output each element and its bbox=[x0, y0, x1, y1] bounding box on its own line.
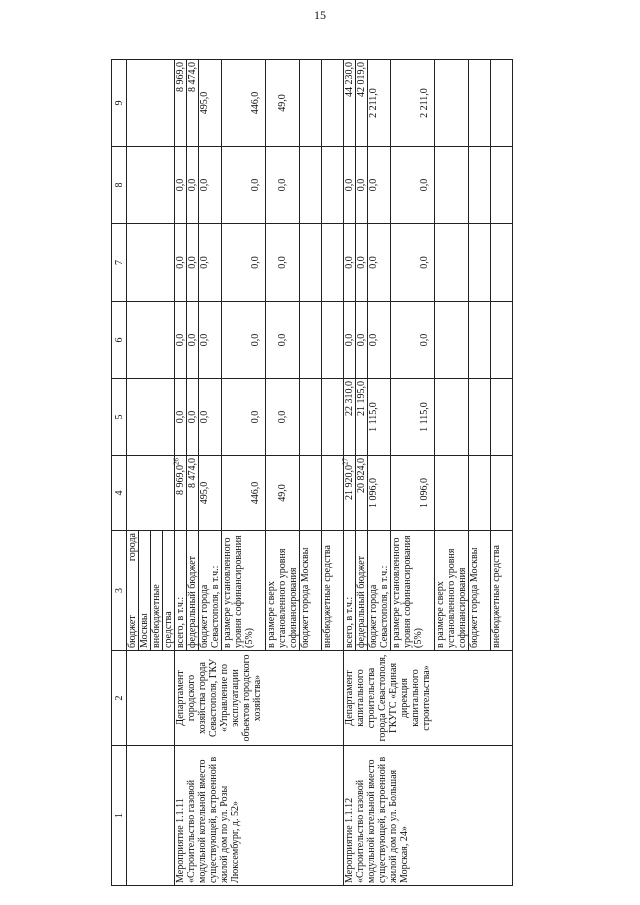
source-label: бюджет города Москвы bbox=[300, 531, 322, 651]
value-cell: 0,0 bbox=[344, 302, 356, 379]
source-label: в размере установленного уровня софинансирования (5%) bbox=[222, 531, 266, 651]
value-cell: 21 195,0 bbox=[356, 379, 368, 456]
value-cell bbox=[491, 60, 513, 147]
value-cell: 0,0 bbox=[187, 302, 199, 379]
value-cell bbox=[469, 302, 491, 379]
measure-executor: Департамент капитального строительства города Севастополя, ГКУГС «Единая дирекция капитального строительства» bbox=[344, 651, 513, 746]
budget-table bbox=[111, 59, 513, 886]
table-row bbox=[127, 60, 139, 886]
header-cell: 9 bbox=[112, 60, 127, 147]
value-cell: 0,0 bbox=[222, 147, 266, 224]
header-cell: 3 bbox=[112, 531, 127, 651]
value-cell: 0,0 bbox=[266, 379, 300, 456]
value-cell bbox=[127, 60, 175, 147]
source-label: в размере сверх установленного уровня софинансирования bbox=[435, 531, 469, 651]
value-cell: 8 474,0 bbox=[187, 456, 199, 531]
value-cell: 0,0 bbox=[368, 147, 391, 224]
source-label: внебюджетные bbox=[151, 531, 163, 651]
value-cell: 1 096,0 bbox=[391, 456, 435, 531]
value-cell: 1 096,0 bbox=[368, 456, 391, 531]
value-cell: 0,0 bbox=[199, 224, 222, 302]
value-cell: 20 824,0 bbox=[356, 456, 368, 531]
value-cell: 0,0 bbox=[356, 302, 368, 379]
value-cell: 0,0 bbox=[222, 379, 266, 456]
source-label: федеральный бюджет bbox=[187, 531, 199, 651]
value-cell bbox=[300, 379, 322, 456]
value-cell: 8 474,0 bbox=[187, 60, 199, 147]
value-cell: 495,0 bbox=[199, 60, 222, 147]
value-cell: 0,0 bbox=[356, 224, 368, 302]
value-cell bbox=[322, 379, 344, 456]
source-label: внебюджетные средства bbox=[322, 531, 344, 651]
value-cell: 44 230,0 bbox=[344, 60, 356, 147]
measure-name: Мероприятие 1.1.12 «Строительство газовой модульной котельной вместо существующей, встроенной в жилой дом по ул. Большая Морская, 24» bbox=[344, 746, 513, 886]
empty-cell bbox=[127, 651, 175, 746]
value-cell: 446,0 bbox=[222, 456, 266, 531]
value-cell: 0,0 bbox=[199, 147, 222, 224]
value-cell bbox=[435, 224, 469, 302]
source-label: всего, в т.ч.: bbox=[344, 531, 356, 651]
source-label: Москвы bbox=[139, 531, 151, 651]
table-row bbox=[344, 60, 356, 886]
source-label: бюджет города Москвы bbox=[469, 531, 491, 651]
value-cell bbox=[491, 147, 513, 224]
value-cell bbox=[322, 60, 344, 147]
value-cell: 1 115,0 bbox=[391, 379, 435, 456]
value-cell bbox=[300, 60, 322, 147]
value-cell bbox=[469, 224, 491, 302]
value-cell: 49,0 bbox=[266, 60, 300, 147]
value-cell: 0,0 bbox=[175, 224, 187, 302]
value-cell bbox=[127, 302, 175, 379]
value-cell: 0,0 bbox=[344, 147, 356, 224]
value-cell: 0,0 bbox=[391, 147, 435, 224]
value-cell: 0,0 bbox=[222, 302, 266, 379]
value-cell bbox=[469, 147, 491, 224]
value-cell bbox=[322, 224, 344, 302]
source-label: в размере установленного уровня софинансирования (5%) bbox=[391, 531, 435, 651]
value-cell: 0,0 bbox=[199, 379, 222, 456]
page-number: 15 bbox=[314, 8, 326, 22]
header-cell: 7 bbox=[112, 224, 127, 302]
source-label: бюджет города Севастополя, в т.ч.: bbox=[368, 531, 391, 651]
value-cell: 0,0 bbox=[368, 302, 391, 379]
value-cell: 0,0 bbox=[266, 224, 300, 302]
value-cell: 0,0 bbox=[391, 302, 435, 379]
value-cell: 0,0 bbox=[266, 302, 300, 379]
source-label: федеральный бюджет bbox=[356, 531, 368, 651]
rotated-table-wrapper bbox=[111, 60, 555, 886]
value-cell bbox=[127, 224, 175, 302]
source-label: бюджет города bbox=[127, 531, 139, 651]
value-cell bbox=[435, 302, 469, 379]
value-cell: 0,0 bbox=[344, 224, 356, 302]
value-cell bbox=[127, 147, 175, 224]
value-cell: 42 019,0 bbox=[356, 60, 368, 147]
value-cell: 446,0 bbox=[222, 60, 266, 147]
measure-name: Мероприятие 1.1.11 «Строительство газовой модульной котельной вместо существующей, встроенной в жилой дом по ул. Розы Люксембург, д. 52» bbox=[175, 746, 344, 886]
value-cell: 0,0 bbox=[175, 379, 187, 456]
value-cell bbox=[435, 60, 469, 147]
value-cell: 0,0 bbox=[391, 224, 435, 302]
value-cell bbox=[127, 379, 175, 456]
value-cell bbox=[300, 456, 322, 531]
value-cell bbox=[300, 147, 322, 224]
value-cell bbox=[469, 456, 491, 531]
header-cell: 1 bbox=[112, 746, 127, 886]
header-cell: 5 bbox=[112, 379, 127, 456]
source-label: внебюджетные средства bbox=[491, 531, 513, 651]
empty-cell bbox=[127, 746, 175, 886]
value-cell bbox=[322, 456, 344, 531]
value-cell: 0,0 bbox=[187, 224, 199, 302]
measure-executor: Департамент городского хозяйства города Севастополя, ГКУ «Управление по эксплуатации объектов городского хозяйства» bbox=[175, 651, 344, 746]
value-cell: 0,0 bbox=[175, 147, 187, 224]
value-cell: 0,0 bbox=[368, 224, 391, 302]
value-cell: 8 969,0$^{26}$ bbox=[175, 456, 187, 531]
value-cell: 2 211,0 bbox=[368, 60, 391, 147]
value-cell bbox=[491, 456, 513, 531]
value-cell: 1 115,0 bbox=[368, 379, 391, 456]
value-cell bbox=[491, 224, 513, 302]
value-cell bbox=[435, 147, 469, 224]
value-cell bbox=[435, 379, 469, 456]
value-cell bbox=[435, 456, 469, 531]
header-cell: 4 bbox=[112, 456, 127, 531]
value-cell: 0,0 bbox=[266, 147, 300, 224]
table-frame bbox=[111, 60, 555, 886]
value-cell: 21 920,0$^{27}$ bbox=[344, 456, 356, 531]
value-cell: 495,0 bbox=[199, 456, 222, 531]
value-cell: 0,0 bbox=[222, 224, 266, 302]
value-cell bbox=[127, 456, 175, 531]
value-cell bbox=[469, 60, 491, 147]
value-cell: 0,0 bbox=[356, 147, 368, 224]
value-cell: 22 310,0 bbox=[344, 379, 356, 456]
value-cell: 0,0 bbox=[199, 302, 222, 379]
value-cell bbox=[491, 379, 513, 456]
value-cell bbox=[322, 302, 344, 379]
value-cell bbox=[300, 224, 322, 302]
value-cell: 0,0 bbox=[187, 379, 199, 456]
source-label: всего, в т.ч.: bbox=[175, 531, 187, 651]
source-label: средства bbox=[163, 531, 175, 651]
source-label: в размере сверх установленного уровня софинансирования bbox=[266, 531, 300, 651]
header-cell: 2 bbox=[112, 651, 127, 746]
header-cell: 6 bbox=[112, 302, 127, 379]
value-cell bbox=[322, 147, 344, 224]
table-row bbox=[175, 60, 187, 886]
header-cell: 8 bbox=[112, 147, 127, 224]
value-cell bbox=[491, 302, 513, 379]
header-row bbox=[112, 60, 127, 886]
value-cell: 0,0 bbox=[187, 147, 199, 224]
value-cell bbox=[469, 379, 491, 456]
value-cell: 0,0 bbox=[175, 302, 187, 379]
source-label: бюджет города Севастополя, в т.ч.: bbox=[199, 531, 222, 651]
value-cell: 2 211,0 bbox=[391, 60, 435, 147]
value-cell: 8 969,0 bbox=[175, 60, 187, 147]
value-cell: 49,0 bbox=[266, 456, 300, 531]
value-cell bbox=[300, 302, 322, 379]
